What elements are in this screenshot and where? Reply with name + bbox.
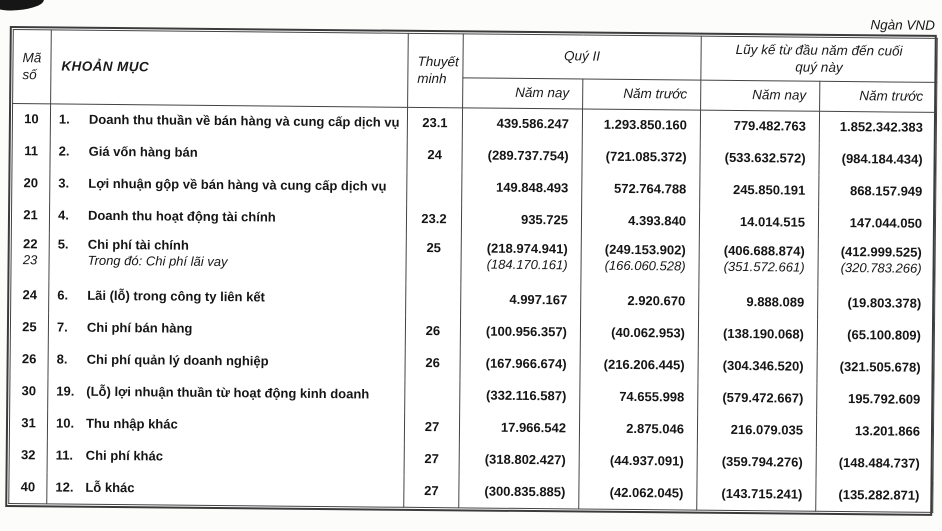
value-q2-current: (167.966.674) (460, 348, 580, 381)
note-ref: 23.2 (406, 203, 461, 236)
value-ytd-current: (359.794.276) (697, 446, 816, 479)
row-code: 31 (9, 408, 47, 440)
value-ytd-current: 9.888.089 (699, 286, 818, 319)
row-label: 1. Doanh thu thuần về bán hàng và cung cấp dịch vụ (50, 104, 407, 139)
row-label: 5. Chi phí tài chính Trong đó: Chi phí lãi vay (49, 232, 406, 283)
row-code: 22 23 (11, 232, 49, 280)
row-code: 25 (10, 312, 48, 344)
table-body (9, 104, 937, 513)
value-ytd-current: 216.079.035 (697, 414, 816, 447)
col-header-q2-nam-truoc: Năm trước (583, 79, 701, 110)
row-code: 30 (10, 376, 48, 408)
row-code: 24 (11, 280, 49, 312)
row-label: 6. Lãi (lỗ) trong công ty liên kết (49, 280, 406, 315)
col-header-ma-so: Mã số (13, 30, 52, 104)
note-ref (405, 379, 460, 412)
value-q2-previous: 74.655.998 (580, 381, 698, 414)
value-q2-previous: (216.206.445) (580, 349, 698, 382)
col-header-thuyet-minh: Thuyết minh (408, 33, 464, 108)
col-header-ytd-nam-truoc: Năm trước (820, 81, 937, 112)
value-q2-current: 935.725 (461, 204, 581, 237)
value-q2-current: (218.974.941) (184.170.161) (461, 236, 581, 285)
value-q2-current: (332.116.587) (460, 380, 580, 413)
row-label: 10. Thu nhập khác (47, 408, 404, 443)
value-ytd-previous: (65.100.809) (817, 319, 934, 352)
value-ytd-current: (304.346.520) (698, 350, 817, 383)
value-q2-previous: (249.153.902) (166.060.528) (581, 237, 699, 286)
value-q2-current: (300.835.885) (459, 476, 579, 509)
value-q2-previous: 572.764.788 (582, 173, 700, 206)
value-ytd-current: (406.688.874) (351.572.661) (699, 238, 818, 287)
value-q2-current: 17.966.542 (459, 412, 579, 445)
row-code: 11 (12, 136, 50, 168)
value-ytd-previous: 868.157.949 (819, 175, 936, 208)
row-label: 4. Doanh thu hoạt động tài chính (49, 200, 406, 235)
value-ytd-current: (579.472.667) (698, 382, 817, 415)
income-statement-table-border (5, 26, 937, 516)
value-q2-previous: (44.937.091) (579, 445, 697, 478)
row-code: 40 (9, 472, 47, 504)
value-ytd-current: 245.850.191 (700, 174, 819, 207)
value-q2-previous: 1.293.850.160 (582, 109, 700, 142)
value-q2-previous: 4.393.840 (581, 205, 699, 238)
col-header-luy-ke: Lũy kế từ đầu năm đến cuối quý này (701, 36, 937, 82)
value-ytd-previous: (135.282.871) (816, 479, 933, 512)
row-label: 7. Chi phí bán hàng (48, 312, 405, 347)
value-ytd-current: 14.014.515 (699, 206, 818, 239)
row-label: 11. Chi phí khác (47, 440, 404, 475)
value-ytd-current: (138.190.068) (698, 318, 817, 351)
value-ytd-previous: 147.044.050 (818, 207, 935, 240)
row-label: 12. Lỗ khác (47, 472, 404, 507)
note-ref: 24 (407, 139, 462, 172)
row-code: 26 (10, 344, 48, 376)
value-q2-previous: (721.085.372) (582, 141, 700, 174)
value-ytd-previous: (412.999.525) (320.783.266) (818, 239, 935, 288)
note-ref: 26 (405, 315, 460, 348)
note-ref: 27 (404, 411, 459, 444)
value-q2-current: (289.737.754) (462, 140, 582, 173)
value-q2-current: 439.586.247 (462, 108, 582, 141)
value-ytd-previous: (19.803.378) (818, 287, 935, 320)
value-q2-previous: (40.062.953) (580, 317, 698, 350)
note-ref: 26 (405, 347, 460, 380)
value-ytd-previous: 1.852.342.383 (819, 111, 936, 144)
row-label: 2. Giá vốn hàng bán (50, 136, 407, 171)
value-q2-previous: (42.062.045) (579, 477, 697, 510)
value-ytd-previous: (984.184.434) (819, 143, 936, 176)
row-code: 21 (11, 200, 49, 232)
value-q2-current: (100.956.357) (460, 316, 580, 349)
note-ref (407, 171, 462, 204)
value-ytd-current: (143.715.241) (697, 478, 816, 511)
currency-unit-note: Ngàn VND (870, 17, 935, 33)
row-label: 3. Lợi nhuận gộp về bán hàng và cung cấp dịch vụ (50, 168, 407, 203)
note-ref: 25 (406, 235, 461, 284)
col-header-khoan-muc: KHOẢN MỤC (51, 30, 409, 107)
row-code: 20 (12, 168, 50, 200)
value-q2-previous: 2.920.670 (581, 285, 699, 318)
note-ref: 27 (404, 475, 459, 508)
row-label: 19. (Lỗ) lợi nhuận thuần từ hoạt động kinh doanh (48, 376, 405, 411)
col-header-ytd-nam-nay: Năm nay (701, 80, 820, 111)
value-ytd-current: 779.482.763 (700, 110, 819, 143)
value-ytd-previous: 195.792.609 (817, 383, 934, 416)
value-q2-current: (318.802.427) (459, 444, 579, 477)
value-ytd-previous: (148.484.737) (816, 447, 933, 480)
scanned-income-statement-page (5, 9, 937, 516)
value-q2-current: 149.848.493 (462, 172, 582, 205)
col-header-q2-nam-nay: Năm nay (463, 78, 583, 109)
income-statement-table (8, 29, 938, 513)
note-ref (406, 283, 461, 316)
note-ref: 27 (404, 443, 459, 476)
value-q2-current: 4.997.167 (461, 284, 581, 317)
row-code: 10 (12, 104, 50, 136)
value-ytd-current: (533.632.572) (700, 142, 819, 175)
value-ytd-previous: (321.505.678) (817, 351, 934, 384)
table-header (13, 30, 938, 113)
value-ytd-previous: 13.201.866 (816, 415, 933, 448)
row-label: 8. Chi phí quản lý doanh nghiệp (48, 344, 405, 379)
note-ref: 23.1 (407, 107, 462, 140)
value-q2-previous: 2.875.046 (579, 413, 697, 446)
row-code: 32 (9, 440, 47, 472)
col-header-quy-ii: Quý II (463, 34, 701, 80)
